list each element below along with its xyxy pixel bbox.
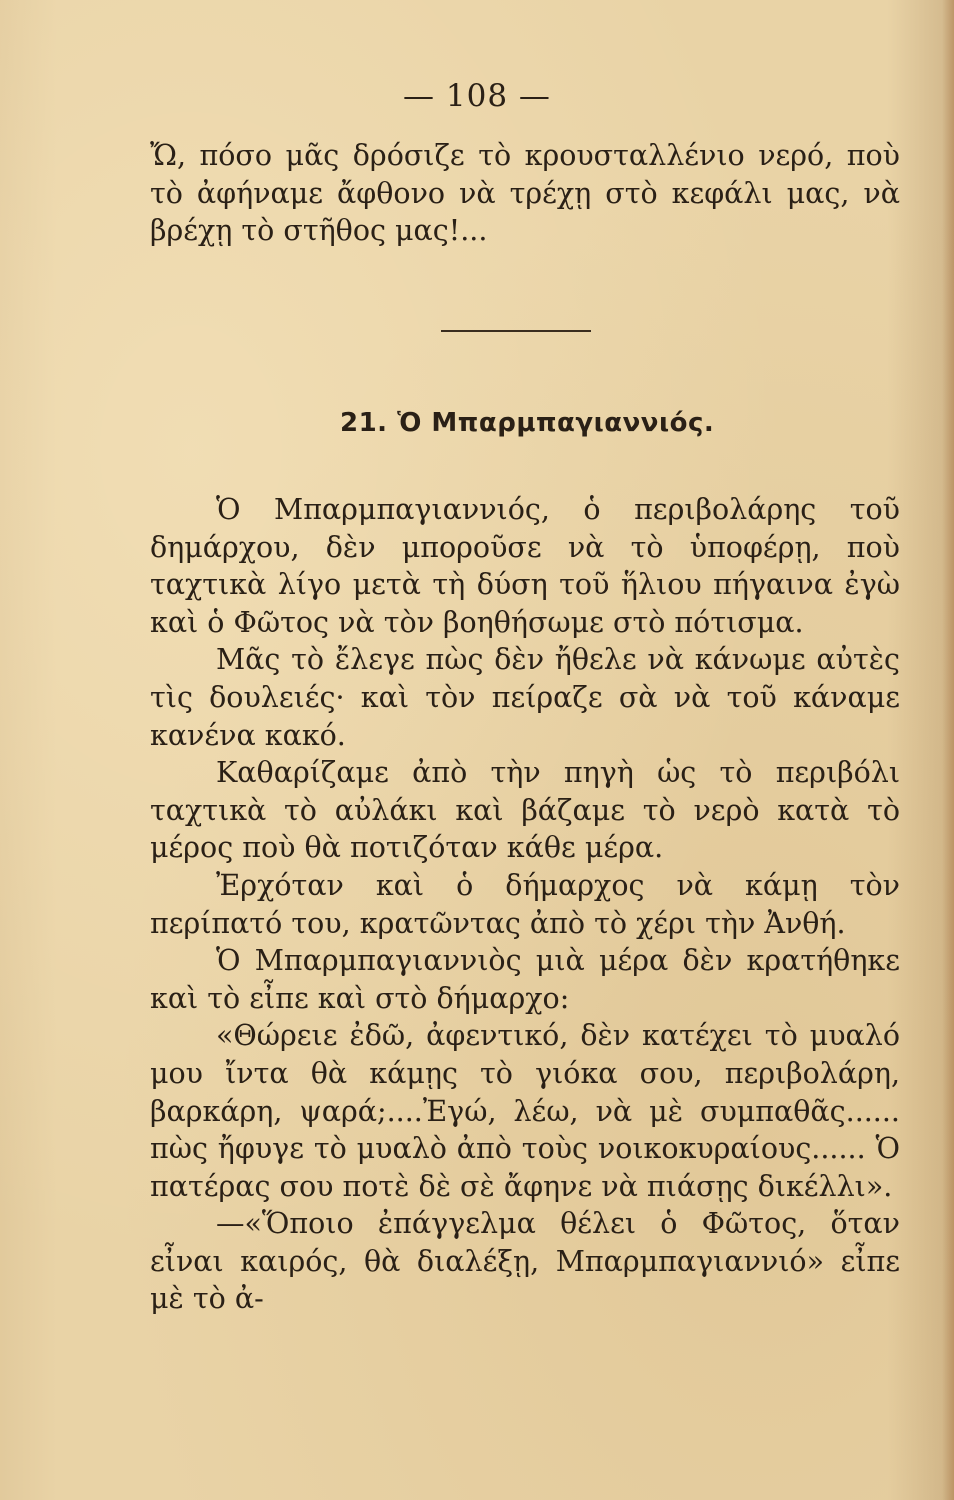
paragraph-2: Μᾶς τὸ ἔλεγε πὼς δὲν ἤθελε νὰ κάνωμε αὐτὲς τὶς δουλειές· καὶ τὸν πείραζε σὰ νὰ τοῦ κάναμε κανένα κακό. [150, 643, 900, 752]
chapter-heading: 21. Ὁ Μπαρμπαγιαννιός. [340, 408, 715, 438]
paragraph-5: Ὁ Μπαρμπαγιαννιὸς μιὰ μέρα δὲν κρατήθηκε καὶ τὸ εἶπε καὶ στὸ δήμαρχο: [150, 944, 900, 1015]
page-edge-shadow [942, 0, 954, 1500]
intro-paragraph: Ὤ, πόσο μᾶς δρόσιζε τὸ κρουσταλλένιο νερό, ποὺ τὸ ἀφήναμε ἄφθονο νὰ τρέχῃ στὸ κεφάλι μας, νὰ βρέχῃ τὸ στῆθος μας!... [150, 139, 900, 248]
chapter-body [150, 491, 900, 1318]
section-divider [441, 330, 591, 332]
paragraph-4: Ἐρχόταν καὶ ὁ δήμαρχος νὰ κάμῃ τὸν περίπατό του, κρατῶντας ἀπὸ τὸ χέρι τὴν Ἀνθή. [150, 868, 900, 940]
paragraph-3: Καθαρίζαμε ἀπὸ τὴν πηγὴ ὡς τὸ περιβόλι ταχτικὰ τὸ αὐλάκι καὶ βάζαμε τὸ νερὸ κατὰ τὸ μέρος ποὺ θὰ ποτιζόταν κάθε μέρα. [150, 756, 900, 865]
intro-text-block [150, 137, 900, 250]
paragraph-7: —«Ὅποιο ἐπάγγελμα θέλει ὁ Φῶτος, ὅταν εἶναι καιρός, θὰ διαλέξῃ, Μπαρμπαγιαννιό» εἶπε μὲ τὸ ἀ- [150, 1207, 900, 1316]
page-number: — 108 — [403, 78, 551, 114]
paragraph-6: «Θώρειε ἐδῶ, ἀφεντικό, δὲν κατέχει τὸ μυαλό μου ἴντα θὰ κάμῃς τὸ γιόκα σου, περιβολάρη, βαρκάρη, ψαρά;....Ἐγώ, λέω, νὰ μὲ συμπαθᾶς...... πὼς ἤφυγε τὸ μυαλὸ ἀπὸ τοὺς νοικοκυραίους...... Ὁ πατέρας σου ποτὲ δὲ σὲ ἄφηνε νὰ πιάσῃς δικέλλι». [150, 1019, 900, 1203]
paragraph-1: Ὁ Μπαρμπαγιαννιός, ὁ περιβολάρης τοῦ δημάρχου, δὲν μποροῦσε νὰ τὸ ὑποφέρῃ, ποὺ ταχτικὰ λίγο μετὰ τὴ δύση τοῦ ἥλιου πήγαινα ἐγὼ καὶ ὁ Φῶτος νὰ τὸν βοηθήσωμε στὸ πότισμα. [150, 493, 900, 639]
